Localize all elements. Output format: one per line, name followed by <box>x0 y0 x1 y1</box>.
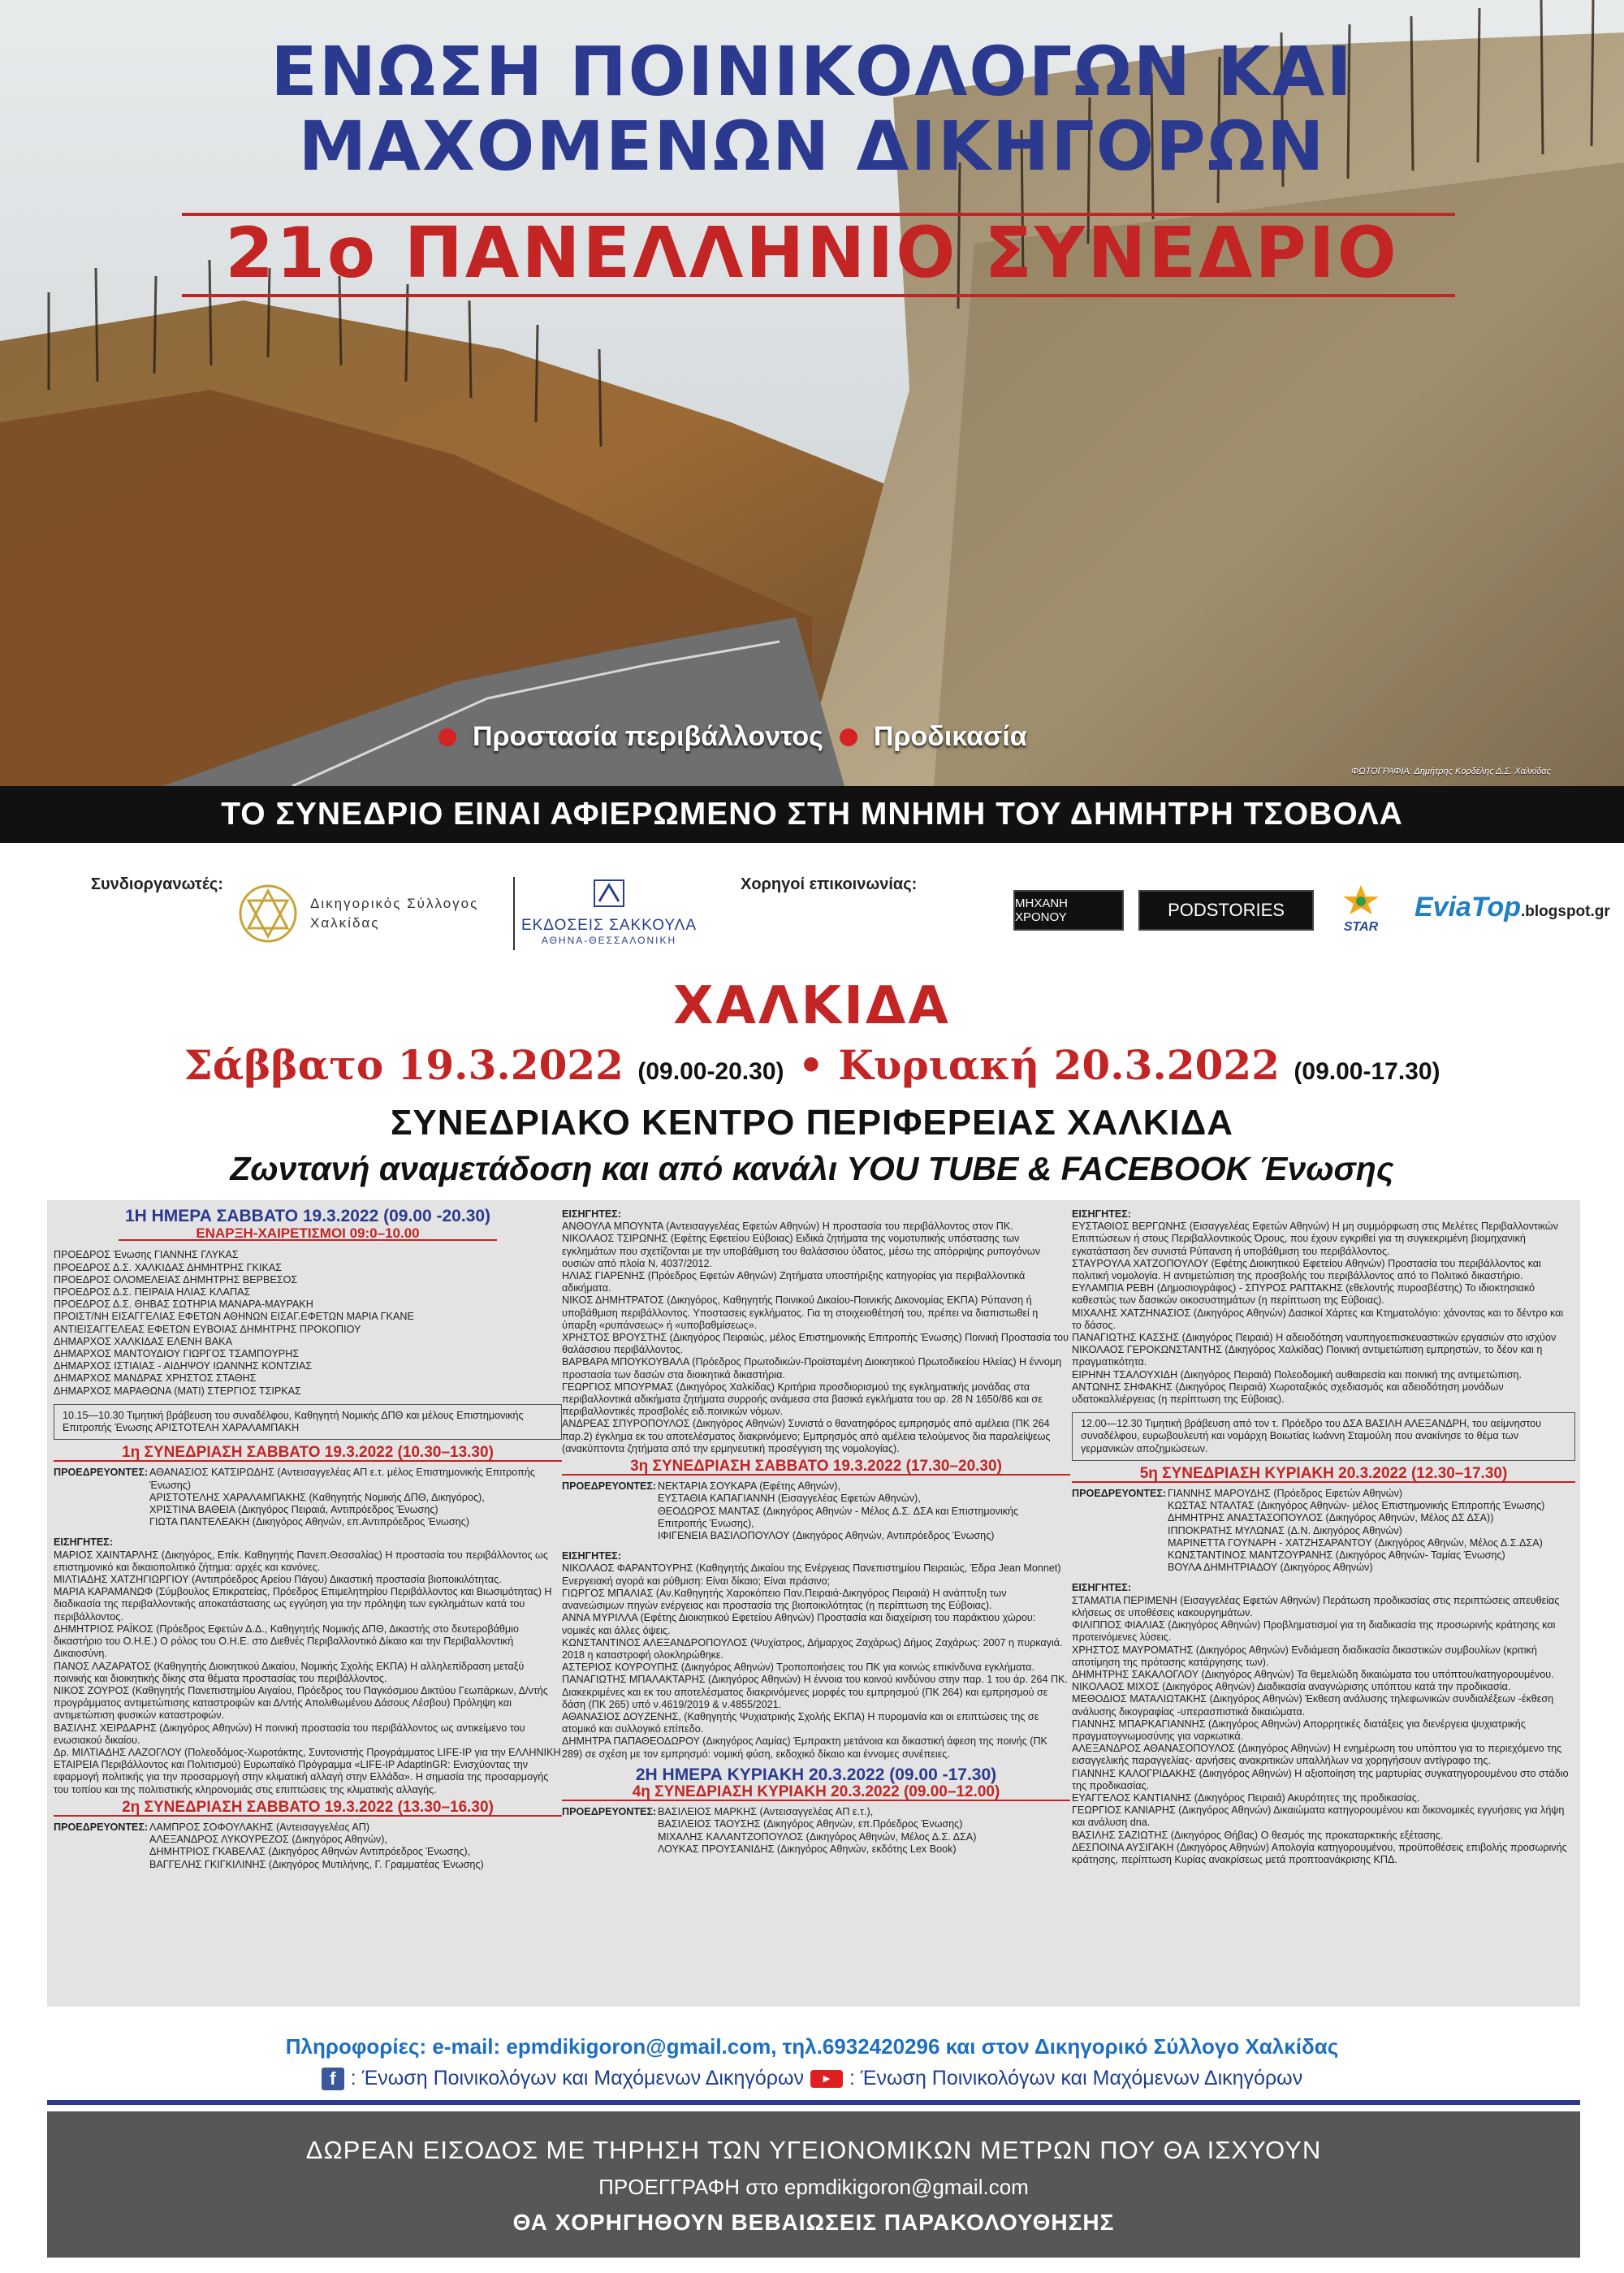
list-item: ΙΠΠΟΚΡΑΤΗΣ ΜΥΛΩΝΑΣ (Δ.Ν. Δικηγόρος Αθηνών) <box>1168 1524 1402 1536</box>
bar-association-logo <box>237 877 513 950</box>
list-item: ΠΡΟΕΔΡΟΣ Δ.Σ. ΧΑΛΚΙΔΑΣ ΔΗΜΗΤΡΗΣ ΓΚΙΚΑΣ <box>54 1261 283 1273</box>
award-box-2: 12.00—12.30 Τιμητική βράβευση από τον τ. Πρόεδρο του ΔΣΑ ΒΑΣΙΛΗ ΑΛΕΞΑΝΔΡΗ, του αείμνηστου συναδέλφου, ευρωβουλευτή και νομάρχη Βοιωτίας Ιωάννη Σταμούλη που ανακίνησε το θέμα των γερμανικών αποζημιώσεων. <box>1072 1412 1575 1461</box>
list-item: ΒΟΥΛΑ ΔΗΜΗΤΡΙΑΔΟΥ (Δικηγόρος Αθηνών) <box>1168 1562 1373 1574</box>
list-item: ΛΟΥΚΑΣ ΠΡΟΥΣΑΝΙΔΗΣ (Δικηγόρος Αθηνών, εκδότης Lex Book) <box>658 1843 957 1855</box>
list-item: ΑΝΤΩΝΗΣ ΣΗΦΑΚΗΣ (Δικηγόρος Πειραιά) Χωροταξικός σχεδιασμός και αδειοδότηση μονάδων υδατοκαλλιέργειας (η περίπτωση της Εύβοιας). <box>1072 1381 1504 1406</box>
sakkoulas-subtitle: ΑΘΗΝΑ-ΘΕΣΣΑΛΟΝΙΚΗ <box>541 935 677 946</box>
bar-association-emblem-icon <box>237 883 299 944</box>
list-item: ΓΙΑΝΝΗΣ ΚΑΛΟΓΡΙΔΑΚΗΣ (Δικηγόρος Αθηνών) Η αξιοποίηση της μαρτυρίας συγκατηγορουμένου στο στάδιο της προδικασίας. <box>1072 1767 1569 1791</box>
list-item: ΕΙΡΗΝΗ ΤΣΑΛΟΥΧΙΔΗ (Δικηγόρος Πειραιά) Πολεοδομική αυθαιρεσία και ποινική της αντιμετώπιση. <box>1072 1368 1522 1381</box>
list-item: ΠΡΟΕΔΡΟΣ Δ.Σ. ΘΗΒΑΣ ΣΩΤΗΡΙΑ ΜΑΝΑΡΑ-ΜΑΥΡΑΚΗ <box>54 1299 313 1311</box>
list-item: ΧΡΗΣΤΟΣ ΜΑΥΡΟΜΑΤΗΣ (Δικηγόρος Αθηνών) Ενδιάμεση διαδικασία δικαστικών συμβουλίων (κριτική αποτίμηση της πρότασης κατάργησης των). <box>1072 1644 1537 1668</box>
day1-date: Σάββατο 19.3.2022 <box>184 1041 624 1089</box>
list-item: ΣΤΑΜΑΤΙΑ ΠΕΡΙΜΕΝΗ (Εισαγγελέας Εφετών Αθηνών) Περάτωση προδικασίας στις περιπτώσεις απευθείας κλήσεως σε υποθέσεις κακουργημάτων. <box>1072 1594 1560 1618</box>
list-item: ΠΡΟΕΔΡΟΣ Δ.Σ. ΠΕΙΡΑΙΑ ΗΛΙΑΣ ΚΛΑΠΑΣ <box>54 1286 251 1299</box>
media-mixani-xronou: ΜΗΧΑΝΗ ΧΡΟΝΟΥ <box>1013 890 1124 931</box>
session5-presiding <box>1072 1488 1575 1574</box>
list-item: Δρ. ΜΙΛΤΙΑΔΗΣ ΛΑΖΟΓΛΟΥ (Πολεοδόμος-Χωροτάκτης, Συντονιστής Προγράμματος LIFE-IP για την ΕΛΛΗΝΙΚΗ ΕΤΑΙΡΕΙΑ Περιβάλλοντος και Πολιτισμού) Ευρωπαϊκό Πρόγραμμα «LIFE-IP AdaptInGR: Ενισχύοντας την εφαρμογή πολιτικής για την προσαρμογή στην κλιματική αλλαγή στην Ελλάδα». Η σημασία της προσαρμογής του τοπίου και της πολιτιστικής κληρονομιάς στις επιπτώσεις της κλιματικής αλλαγής. <box>54 1746 561 1795</box>
organization-title-line1: ΕΝΩΣΗ ΠΟΙΝΙΚΟΛΟΓΩΝ ΚΑΙ <box>270 32 1354 111</box>
speakers-label: ΕΙΣΗΓΗΤΕΣ: <box>54 1536 114 1549</box>
topic-pretrial: Προδικασία <box>873 721 1027 752</box>
session5-heading: 5η ΣΥΝΕΔΡΙΑΣΗ ΚΥΡΙΑΚΗ 20.3.2022 (12.30–17.30) <box>1072 1467 1575 1483</box>
session3-presiding <box>562 1480 1070 1542</box>
list-item: ΦΙΛΙΠΠΟΣ ΦΙΑΛΙΑΣ (Δικηγόρος Αθηνών) Προβληματισμοί για τη διαδικασία της προσωρινής κράτησης και προτεινόμενες λύσεις. <box>1072 1619 1556 1644</box>
list-item: ΝΙΚΟΛΑΟΣ ΓΕΡΟΚΩΝΣΤΑΝΤΗΣ (Δικηγόρος Χαλκίδας) Ποινική αντιμετώπιση εμπρηστών, το δέον και η πραγματικότητα. <box>1072 1344 1543 1368</box>
list-item: ΠΑΝΑΓΙΩΤΗΣ ΜΠΑΛΑΚΤΑΡΗΣ (Δικηγόρος Αθηνών) Η έννοια του κοινού κινδύνου στην παρ. 1 του άρ. 264 ΠΚ. Διακεκριμένες και εκ του αποτελέσματος διακρινόμενες μορφές του εμπρησμού (ΠΚ 264) και εμπρησμού σε δάση (ΠΚ 265) υπό ν.4619/2019 & ν.4855/2021. <box>562 1674 1068 1710</box>
list-item: ΑΝΝΑ ΜΥΡΙΛΛΑ (Εφέτης Διοικητικού Εφετείου Αθηνών) Προστασία και διαχείριση του παράκτιου χώρου: νομικές και άλλες όψεις. <box>562 1612 1036 1636</box>
list-item: ΒΑΓΓΕΛΗΣ ΓΚΙΓΚΙΛΙΝΗΣ (Δικηγόρος Μυτιλήνης, Γ. Γραμματέας Ένωσης) <box>149 1858 484 1870</box>
list-item: ΔΗΜΑΡΧΟΣ ΙΣΤΙΑΙΑΣ - ΑΙΔΗΨΟΥ ΙΩΑΝΝΗΣ ΚΟΝΤΖΙΑΣ <box>54 1360 313 1372</box>
list-item: ΒΑΣΙΛΗΣ ΣΑΖΙΩΤΗΣ (Δικηγόρος Θήβας) Ο θεσμός της προκαταρκτικής εξέτασης. <box>1072 1829 1444 1841</box>
list-item: ΕΥΣΤΑΘΙΑ ΚΑΠΑΓΙΑΝΝΗ (Εισαγγελέας Εφετών Αθηνών), <box>658 1493 921 1505</box>
event-dates <box>0 1041 1624 1089</box>
list-item: ΑΝΔΡΕΑΣ ΣΠΥΡΟΠΟΥΛΟΣ (Δικηγόρος Αθηνών) Συνιστά ο θανατηφόρος εμπρησμός από αμέλεια (ΠΚ 264 παρ.2) έγκλημα εκ του αποτελέσματος διακρινόμενο; Εμπρησμός από αμέλεια τελούμενος δια παραλείψεως (ανακύπτοντα ζητήματα από την ερμηνευτική προσέγγιση της νομολογίας). <box>562 1418 1051 1454</box>
list-item: ΘΕΟΔΩΡΟΣ ΜΑΝΤΑΣ (Δικηγόρος Αθηνών - Μέλος Δ.Σ. ΔΣΑ και Επιστημονικής Επιτροπής Ένωσης), <box>658 1505 1019 1529</box>
opening-heading: ΕΝΑΡΞΗ-ΧΑΙΡΕΤΙΣΜΟΙ 09:0–10.00 <box>119 1227 497 1241</box>
program-column-2 <box>562 1207 1070 1864</box>
program-column-1 <box>54 1207 562 1879</box>
session4-heading: 4η ΣΥΝΕΔΡΙΑΣΗ ΚΥΡΙΑΚΗ 20.3.2022 (09.00–12.00) <box>562 1786 1070 1801</box>
list-item: ΛΑΜΠΡΟΣ ΣΟΦΟΥΛΑΚΗΣ (Αντεισαγγελέας ΑΠ) <box>149 1821 370 1833</box>
list-item: ΔΗΜΑΡΧΟΣ ΧΑΛΚΙΔΑΣ ΕΛΕΝΗ ΒΑΚΑ <box>54 1335 232 1347</box>
list-item: ΑΝΤΙΕΙΣΑΓΓΕΛΕΑΣ ΕΦΕΤΩΝ ΕΥΒΟΙΑΣ ΔΗΜΗΤΡΗΣ ΠΡΟΚΟΠΙΟΥ <box>54 1323 361 1335</box>
sponsor-divider <box>513 877 515 950</box>
list-item: ΔΗΜΗΤΡΙΟΣ ΡΑΪΚΟΣ (Πρόεδρος Εφετών Δ.Δ., Καθηγητής Νομικής ΔΠΘ, Δικαστής στο δευτεροβάθμιο δικαστήριο του Ο.Η.Ε.) Ο ρόλος του Ο.Η.Ε. στο Διεθνές Περιβαλλοντικό Δίκαιο και την Περιβαλλοντική Δικαιοσύνη. <box>54 1623 519 1660</box>
list-item: ΚΩΣΤΑΣ ΝΤΑΛΤΑΣ (Δικηγόρος Αθηνών- μέλος Επιστημονικής Επιτροπής Ένωσης) <box>1168 1500 1545 1512</box>
list-item: ΣΤΑΥΡΟΥΛΑ ΧΑΤΖΟΠΟΥΛΟΥ (Εφέτης Διοικητικού Εφετείου Αθηνών) Προστασία του περιβάλλοντος και πολιτική νομολογία. Η αντιμετώπιση της προσβολής του περιβάλλοντος από το Πολιτικό δικαστήριο. <box>1072 1257 1541 1282</box>
list-item: ΓΙΑΝΝΗΣ ΜΑΡΟΥΔΗΣ (Πρόεδρος Εφετών Αθηνών) <box>1168 1488 1403 1500</box>
session5-speakers <box>1072 1595 1575 1866</box>
speakers-label: ΕΙΣΗΓΗΤΕΣ: <box>1072 1582 1132 1594</box>
topic-environment: Προστασία περιβάλλοντος <box>473 721 823 752</box>
list-item: ΓΙΩΡΓΟΣ ΜΠΑΛΙΑΣ (Αν.Καθηγητής Χαροκόπειο Παν.Πειραιά-Δικηγόρος Πειραιά) Η ανάπτυξη των ανανεώσιμων πηγών ενέργειας και προστασία της βιοποικιλότητας (η περίπτωση της Εύβοιας). <box>562 1587 1007 1612</box>
list-item: ΓΕΩΡΓΙΟΣ ΜΠΟΥΡΜΑΣ (Δικηγόρος Χαλκίδας) Κριτήρια προσδιορισμού της εγκληματικής μονάδας στα περιβαλλοντικά αδικήματα ζητήματα συρροής ανάμεσα στα βασικά εγκλήματα του αρ. 28 Ν 1650/86 και σε περιβαλλοντικές προσβολές ειδ.ποινικών νόμων. <box>562 1381 1043 1418</box>
list-item: ΜΕΘΟΔΙΟΣ ΜΑΤΑΛΙΩΤΑΚΗΣ (Δικηγόρος Αθηνών) Έκθεση ανάλυσης τηλεφωνικών συνδιαλέξεων -έκθεση ανάλυσης δικογραφίας -υπερασπιστικά δικαιώματα. <box>1072 1693 1554 1718</box>
eviatop-name: EviaTop <box>1415 892 1521 923</box>
list-item: ΝΙΚΟΛΑΟΣ ΦΑΡΑΝΤΟΥΡΗΣ (Καθηγητής Δικαίου της Ενέργειας Πανεπιστημίου Πειραιώς, Έδρα Jean Monnet) Ενεργειακή αγορά και ρύθμιση: Είναι δίκαιο; Είναι πράσινο; <box>562 1562 1061 1587</box>
topic-tags <box>438 721 1027 753</box>
list-item: ΔΗΜΗΤΡΗΣ ΣΑΚΑΛΟΓΛΟΥ (Δικηγόρος Αθηνών) Τα θεμελιώδη δικαιώματα του υπόπτου/κατηγορουμένου. <box>1072 1668 1554 1680</box>
youtube-channel-name[interactable]: : Ένωση Ποινικολόγων και Μαχόμενων Δικηγόρων <box>849 2067 1303 2089</box>
list-item: ΔΗΜΑΡΧΟΣ ΜΑΡΑΘΩΝΑ (ΜΑΤΙ) ΣΤΕΡΓΙΟΣ ΤΣΙΡΚΑΣ <box>54 1385 301 1397</box>
eviatop-domain: .blogspot.gr <box>1521 903 1610 920</box>
list-item: ΑΛΕΞΑΝΔΡΟΣ ΑΘΑΝΑΣΟΠΟΥΛΟΣ (Δικηγόρος Αθηνών) Η ενημέρωση του υπόπτου για το περιεχόμενο της εισαγγελικής παραγγελίας- αρνήσεις ανακριτικών υπαλλήλων να χορηγήσουν αντίγραφο της. <box>1072 1743 1562 1767</box>
presiding-label: ΠΡΟΕΔΡΕΥΟΝΤΕΣ: <box>54 1821 149 1833</box>
day1-heading: 1Η ΗΜΕΡΑ ΣΑΒΒΑΤΟ 19.3.2022 (09.00 -20.30) <box>124 1207 491 1225</box>
day2-heading: 2Η ΗΜΕΡΑ ΚΥΡΙΑΚΗ 20.3.2022 (09.00 -17.30) <box>635 1765 997 1784</box>
sakkoulas-emblem-icon <box>593 879 625 908</box>
list-item: ΒΑΣΙΛΗΣ ΧΕΙΡΔΑΡΗΣ (Δικηγόρος Αθηνών) Η ποινική προστασία του περιβάλλοντος ως αντικείμενο του ενωσιακού δικαίου. <box>54 1722 525 1746</box>
list-item: ΕΥΣΤΑΘΙΟΣ ΒΕΡΓΩΝΗΣ (Εισαγγελέας Εφετών Αθηνών) Η μη συμμόρφωση στις Μελέτες Περιβαλλοντικών Επιπτώσεων ή στους Περιβαλλοντικούς Όρους, που έχουν εγκριθεί για τη συγκεκριμένη βιομηχανική εγκατάσταση δεν συνιστά Ρύπανση ή υποβάθμιση του περιβάλλοντος. <box>1072 1221 1558 1257</box>
list-item: ΜΙΧΑΛΗΣ ΧΑΤΖΗΝΑΣΙΟΣ (Δικηγόρος Αθηνών) Δασικοί Χάρτες και Κτηματολόγιο: χάνοντας και το δέντρο και το δάσος. <box>1072 1307 1564 1331</box>
media-eviatop <box>1415 892 1610 923</box>
media-star <box>1328 884 1393 940</box>
list-item: ΚΩΝΣΤΑΝΤΙΝΟΣ ΑΛΕΞΑΝΔΡΟΠΟΥΛΟΣ (Ψυχίατρος, Δήμαρχος Ζαχάρως) Δήμος Ζαχάρως: 2007 η πυρκαγιά. 2018 η καταστροφή ολοκληρώθηκε. <box>562 1636 1063 1661</box>
speakers-label: ΕΙΣΗΓΗΤΕΣ: <box>562 1550 622 1562</box>
list-item: ΔΗΜΑΡΧΟΣ ΜΑΝΤΟΥΔΙΟΥ ΓΙΩΡΓΟΣ ΤΣΑΜΠΟΥΡΗΣ <box>54 1348 300 1360</box>
presiding-label: ΠΡΟΕΔΡΕΥΟΝΤΕΣ: <box>562 1806 657 1818</box>
list-item: ΑΘΑΝΑΣΙΟΣ ΔΟΥΖΕΝΗΣ, (Καθηγητής Ψυχιατρικής Σχολής ΕΚΠΑ) Η πυρομανία και οι επιπτώσεις της σε ατομικό και συλλογικό επίπεδο. <box>562 1710 1039 1735</box>
program-column-3 <box>1072 1207 1575 1866</box>
session4-speakers <box>1072 1221 1575 1406</box>
list-item: ΠΑΝΟΣ ΛΑΖΑΡΑΤΟΣ (Καθηγητής Διοικητικού Δικαίου, Νομικής Σχολής ΕΚΠΑ) Η αλληλεπίδραση μεταξύ ποινικής και διοικητικής δίκης στα θέματα προστασίας του περιβάλλοντος. <box>54 1660 525 1684</box>
photo-credit: ΦΩΤΟΓΡΑΦΙΑ: Δημήτρης Κορδέλης Δ.Σ. Χαλκίδας <box>1351 767 1551 776</box>
list-item: ΔΗΜΗΤΡΙΟΣ ΓΚΑΒΕΛΑΣ (Δικηγόρος Αθηνών Αντιπρόεδρος Ένωσης), <box>149 1846 471 1858</box>
session4-presiding <box>562 1806 1070 1856</box>
free-entry-notice: ΔΩΡΕΑΝ ΕΙΣΟΔΟΣ ΜΕ ΤΗΡΗΣΗ ΤΩΝ ΥΓΕΙΟΝΟΜΙΚΩΝ ΜΕΤΡΩΝ ΠΟΥ ΘΑ ΙΣΧΥΟΥΝ <box>305 2136 1322 2164</box>
list-item: ΑΝΘΟΥΛΑ ΜΠΟΥΝΤΑ (Αντεισαγγελέας Εφετών Αθηνών) Η προστασία του περιβάλλοντος στον ΠΚ. <box>562 1221 1013 1233</box>
list-item: ΜΑΡΙΑ ΚΑΡΑΜΑΝΩΦ (Σύμβουλος Επικρατείας, Πρόεδρος Επιμελητηρίου Περιβάλλοντος και Βιωσιμότητας) Η διαδικασία της περιβαλλοντικής αποκατάστασης ως εγγύηση για την πρόληψη των εγκλημάτων κατά του περιβάλλοντος. <box>54 1586 552 1623</box>
list-item: ΑΡΙΣΤΟΤΕΛΗΣ ΧΑΡΑΛΑΜΠΑΚΗΣ (Καθηγητής Νομικής ΔΠΘ, Δικηγόρος), <box>149 1491 485 1503</box>
session2-heading: 2η ΣΥΝΕΔΡΙΑΣΗ ΣΑΒΒΑΤΟ 19.3.2022 (13.30–16.30) <box>54 1801 562 1817</box>
bar-association-line1: Δικηγορικός Σύλλογος <box>310 896 479 911</box>
bar-association-line2: Χαλκίδας <box>310 915 380 931</box>
sponsors-strip <box>0 861 1624 966</box>
session2-speakers <box>562 1221 1070 1455</box>
session2-presiding <box>54 1821 562 1871</box>
star-logo-icon <box>1337 884 1385 916</box>
organization-title-line2: ΜΑΧΟΜΕΝΩΝ ΔΙΚΗΓΟΡΩΝ <box>298 106 1326 186</box>
session3-speakers <box>562 1562 1070 1760</box>
speakers-label: ΕΙΣΗΓΗΤΕΣ: <box>562 1208 622 1220</box>
list-item: ΕΥΛΑΜΠΙΑ ΡΕΒΗ (Δημοσιογράφος) - ΣΠΥΡΟΣ ΡΑΠΤΑΚΗΣ (εθελοντής πυροσβέστης) Το ιδιοκτησιακό καθεστώς των δασικών οικοσυστημάτων (η περίπτωση της Εύβοιας). <box>1072 1282 1535 1307</box>
list-item: ΜΙΧΑΛΗΣ ΚΑΛΑΝΤΖΟΠΟΥΛΟΣ (Δικηγόρος Αθηνών, Μέλος Δ.Σ. ΔΣΑ) <box>658 1830 977 1843</box>
day2-date: Κυριακή 20.3.2022 <box>838 1041 1280 1089</box>
list-item: ΜΙΛΤΙΑΔΗΣ ΧΑΤΖΗΓΙΩΡΓΙΟΥ (Αντιπρόεδρος Αρείου Πάγου) Δικαστική προστασία βιοποικιλότητας. <box>54 1574 502 1586</box>
title-divider-bottom <box>182 294 1455 297</box>
event-venue: ΣΥΝΕΔΡΙΑΚΟ ΚΕΝΤΡΟ ΠΕΡΙΦΕΡΕΙΑΣ ΧΑΛΚΙΔΑ <box>391 1103 1233 1143</box>
dedication-bar: ΤΟ ΣΥΝΕΔΡΙΟ ΕΙΝΑΙ ΑΦΙΕΡΩΜΕΝΟ ΣΤΗ ΜΝΗΜΗ ΤΟΥ ΔΗΜΗΤΡΗ ΤΣΟΒΟΛΑ <box>0 786 1624 843</box>
footer-panel <box>47 2111 1580 2258</box>
list-item: ΑΛΕΞΑΝΔΡΟΣ ΛΥΚΟΥΡΕΖΟΣ (Δικηγόρος Αθηνών), <box>149 1834 387 1846</box>
list-item: ΒΑΡΒΑΡΑ ΜΠΟΥΚΟΥΒΑΛΑ (Πρόεδρος Πρωτοδικών-Προϊσταμένη Διοικητικού Πρωτοδικείου Ηλείας) Η έννομη προστασία των δασών στα διοικητικά δικαστήρια. <box>562 1356 1062 1381</box>
footer-divider <box>47 2100 1580 2105</box>
list-item: ΒΑΣΙΛΕΙΟΣ ΜΑΡΚΗΣ (Αντεισαγγελέας ΑΠ ε.τ.), <box>658 1806 874 1818</box>
list-item: ΚΩΝΣΤΑΝΤΙΝΟΣ ΜΑΝΤΖΟΥΡΑΝΗΣ (Δικηγόρος Αθηνών- Ταμίας Ένωσης) <box>1168 1549 1505 1562</box>
event-city: ΧΑΛΚΙΔΑ <box>673 976 951 1036</box>
facebook-page-name[interactable]: : Ένωση Ποινικολόγων και Μαχόμενων Δικηγόρων <box>350 2067 804 2089</box>
day2-hours: (09.00-17.30) <box>1294 1058 1440 1085</box>
live-stream-note: Ζωντανή αναμετάδοση και από κανάλι YOU TUBE & FACEBOOK Ένωσης <box>230 1150 1394 1187</box>
date-separator: • <box>797 1041 824 1089</box>
list-item: ΕΥΑΓΓΕΛΟΣ ΚΑΝΤΙΑΝΗΣ (Δικηγόρος Πειραιά) Ακυρότητες της προδικασίας. <box>1072 1791 1420 1804</box>
presiding-label: ΠΡΟΕΔΡΕΥΟΝΤΕΣ: <box>1072 1488 1167 1500</box>
star-name: STAR <box>1343 920 1379 934</box>
list-item: ΙΦΙΓΕΝΕΙΑ ΒΑΣΙΛΟΠΟΥΛΟΥ (Δικηγόρος Αθηνών, Αντιπρόεδρος Ένωσης) <box>658 1530 995 1542</box>
list-item: ΠΡΟΙΣΤ/ΝΗ ΕΙΣΑΓΓΕΛΙΑΣ ΕΦΕΤΩΝ ΑΘΗΝΩΝ ΕΙΣΑΓ.ΕΦΕΤΩΝ ΜΑΡΙΑ ΓΚΑΝΕ <box>54 1311 414 1323</box>
list-item: ΧΡΙΣΤΙΝΑ ΒΑΘΕΙΑ (Δικηγόρος Πειραιά, Αντιπρόεδρος Ένωσης) <box>149 1504 438 1516</box>
list-item: ΠΑΝΑΓΙΩΤΗΣ ΚΑΣΣΗΣ (Δικηγόρος Πειραιά) Η αδειοδότηση ναυπηγοεπισκευαστικών εργασιών στο ισχύον <box>1072 1332 1557 1344</box>
social-links <box>0 2067 1624 2090</box>
list-item: ΒΑΣΙΛΕΙΟΣ ΤΑΟΥΣΗΣ (Δικηγόρος Αθηνών, επ.Πρόεδρος Ένωσης) <box>658 1818 963 1830</box>
media-sponsors-label: Χορηγοί επικοινωνίας: <box>741 875 918 893</box>
session1-speakers <box>54 1549 562 1796</box>
list-item: ΠΡΟΕΔΡΟΣ Ένωσης ΓΙΑΝΝΗΣ ΓΛΥΚΑΣ <box>54 1249 239 1261</box>
sakkoulas-logo <box>520 879 698 952</box>
day1-hours: (09.00-20.30) <box>637 1058 784 1085</box>
list-item: ΔΗΜΑΡΧΟΣ ΜΑΝΔΡΑΣ ΧΡΗΣΤΟΣ ΣΤΑΘΗΣ <box>54 1372 257 1385</box>
list-item: ΝΙΚΟΛΑΟΣ ΜΙΧΟΣ (Δικηγόρος Αθηνών) Διαδικασία αναγνώρισης υπόπτου κατά την προδικασία. <box>1072 1681 1511 1693</box>
program-panel <box>47 1200 1580 2007</box>
list-item: ΝΙΚΟΛΑΟΣ ΤΣΙΡΩΝΗΣ (Εφέτης Εφετείου Εύβοιας) Ειδικά ζητήματα της νομοτυπικής υπόστασης των εγκλημάτων που σχετίζονται με την υποβάθμιση του θαλάσσιου ύδατος, μέσω της απόρριψης ρυπογόνων ουσιών από πλοία Ν. 4037/2012. <box>562 1233 1041 1269</box>
youtube-icon[interactable]: ▶ <box>810 2070 843 2088</box>
certificates-notice: ΘΑ ΧΟΡΗΓΗΘΟΥΝ ΒΕΒΑΙΩΣΕΙΣ ΠΑΡΑΚΟΛΟΥΘΗΣΗΣ <box>512 2210 1115 2235</box>
hero-banner <box>0 0 1624 786</box>
list-item: ΓΙΩΤΑ ΠΑΝΤΕΛΕΑΚΗ (Δικηγόρος Αθηνών, επ.Αντιπρόεδρος Ένωσης) <box>149 1516 469 1528</box>
speakers-label: ΕΙΣΗΓΗΤΕΣ: <box>1072 1208 1132 1220</box>
list-item: ΔΕΣΠΟΙΝΑ ΑΥΣΙΓΑΚΗ (Δικηγόρος Αθηνών) Απολογία κατηγορουμένου, προϋποθέσεις επιβολής προσωρινής κράτησης, περίπτωση Κυρίας ανακρίσεως μετά προπτοανάκρισης ΚΠΔ. <box>1072 1841 1567 1865</box>
list-item: ΔΗΜΗΤΡΗΣ ΑΝΑΣΤΑΣΟΠΟΥΛΟΣ (Δικηγόρος Αθηνών, Μέλος ΔΣ ΔΣΑ)) <box>1168 1512 1494 1524</box>
session1-heading: 1η ΣΥΝΕΔΡΙΑΣΗ ΣΑΒΒΑΤΟ 19.3.2022 (10.30–13.30) <box>54 1446 562 1462</box>
award-box-1: 10.15—10.30 Τιμητική βράβευση του συναδέλφου, Καθηγητή Νομικής ΔΠΘ και μέλους Επιστημονικής Επιτροπής Ένωσης ΑΡΙΣΤΟΤΕΛΗ ΧΑΡΑΛΑΜΠΑΚΗ <box>54 1404 562 1440</box>
list-item: ΓΙΑΝΝΗΣ ΜΠΑΡΚΑΓΙΑΝΝΗΣ (Δικηγόρος Αθηνών) Απορρητικές διατάξεις για διενέργεια ψυχιατρικής πραγματογνωμοσύνης για ναρκωτικά. <box>1072 1718 1526 1742</box>
list-item: ΓΕΩΡΓΙΟΣ ΚΑΝΙΑΡΗΣ (Δικηγόρος Αθηνών) Δικαιώματα κατηγορουμένου και δικονομικές εγγυήσεις για λήψη και ανάλυση dna. <box>1072 1804 1565 1829</box>
list-item: ΝΕΚΤΑΡΙΑ ΣΟΥΚΑΡΑ (Εφέτης Αθηνών), <box>658 1480 840 1493</box>
greetings-list <box>54 1249 562 1397</box>
list-item: ΠΡΟΕΔΡΟΣ ΟΛΟΜΕΛΕΙΑΣ ΔΗΜΗΤΡΗΣ ΒΕΡΒΕΣΟΣ <box>54 1273 298 1286</box>
list-item: ΑΘΑΝΑΣΙΟΣ ΚΑΤΣΙΡΩΔΗΣ (Αντεισαγγελέας ΑΠ ε.τ. μέλος Επιστημονικής Επιτροπής Ένωσης) <box>149 1467 535 1491</box>
list-item: ΧΡΗΣΤΟΣ ΒΡΟΥΣΤΗΣ (Δικηγόρος Πειραιώς, μέλος Επιστημονικής Επιτροπής Ένωσης) Ποινική Προστασία του θαλάσσιου περιβάλλοντος. <box>562 1332 1069 1356</box>
contact-info: Πληροφορίες: e-mail: epmdikigoron@gmail.com, τηλ.6932420296 και στον Δικηγορικό Σύλλογο Χαλκίδας <box>285 2034 1339 2059</box>
list-item: ΗΛΙΑΣ ΓΙΑΡΕΝΗΣ (Πρόεδρος Εφετών Αθηνών) Ζητήματα υποστήριξης κατηγορίας για περιβαλλοντικά αδικήματα. <box>562 1270 1026 1294</box>
presiding-label: ΠΡΟΕΔΡΕΥΟΝΤΕΣ: <box>562 1480 657 1493</box>
coorganizers-label: Συνδιοργανωτές: <box>91 875 223 893</box>
list-item: ΜΑΡΙΝΕΤΤΑ ΓΟΥΝΑΡΗ - ΧΑΤΖΗΣΑΡΑΝΤΟΥ (Δικηγόρος Αθηνών, Μέλος Δ.Σ.ΔΣΑ) <box>1168 1536 1543 1549</box>
bullet-icon <box>438 728 456 746</box>
list-item: ΜΑΡΙΟΣ ΧΑΙΝΤΑΡΛΗΣ (Δικηγόρος, Επίκ. Καθηγητής Πανεπ.Θεσσαλίας) Η προστασία του περιβάλλοντος ως επιστημονικό και δικαιοπολιτικό ζήτημα: αρχές και κανόνες. <box>54 1549 548 1573</box>
sakkoulas-name: ΕΚΔΟΣΕΙΣ ΣΑΚΚΟΥΛΑ <box>520 917 698 934</box>
bullet-icon <box>840 728 857 746</box>
list-item: ΝΙΚΟΣ ΖΟΥΡΟΣ (Καθηγητής Πανεπιστημίου Αιγαίου, Πρόεδρος του Παγκόσμιου Δικτύου Γεωπάρκων, Δ/ντής προγράμματος αντιμετώπισης καταστροφών και Δ/ντής Απολιθωμένου Δάσους Λέσβου) Πρόληψη και αντιμετώπιση φυσικών καταστροφών. <box>54 1684 548 1722</box>
session3-heading: 3η ΣΥΝΕΔΡΙΑΣΗ ΣΑΒΒΑΤΟ 19.3.2022 (17.30–20.30) <box>562 1460 1070 1476</box>
list-item: ΑΣΤΕΡΙΟΣ ΚΟΥΡΟΥΠΗΣ (Δικηγόρος Αθηνών) Τροποποιήσεις του ΠΚ για κοινώς επικίνδυνα εγκλήματα. <box>562 1662 1034 1674</box>
session1-presiding <box>54 1467 562 1528</box>
congress-title: 21ο ΠΑΝΕΛΛΗΝΙΟ ΣΥΝΕΔΡΙΟ <box>225 213 1399 294</box>
list-item: ΔΗΜΗΤΡΑ ΠΑΠΑΘΕΟΔΩΡΟΥ (Δικηγόρος Λαμίας) Έμπρακτη μετάνοια και δικαστική άφεση της ποινής (ΠΚ 289) σε σχέση με τον εμπρησμό: νομική φύση, εκδοχικό δίκαιο και έννομες συνέπειες. <box>562 1735 1047 1760</box>
list-item: ΝΙΚΟΣ ΔΗΜΗΤΡΑΤΟΣ (Δικηγόρος, Καθηγητής Ποινικού Δικαίου-Ποινικής Δικονομίας ΕΚΠΑ) Ρύπανση ή υποβάθμιση περιβάλλοντος. Υποστασεις εγκλήματος. Για τη στοιχειοθέτησή του, πρέπει να διαπιστωθεί η ύπαρξη «ρυπάνσεως» ή «υποβαθμίσεως». <box>562 1294 1039 1331</box>
registration-notice: ΠΡΟΕΓΓΡΑΦΗ στο epmdikigoron@gmail.com <box>598 2175 1029 2199</box>
presiding-label: ΠΡΟΕΔΡΕΥΟΝΤΕΣ: <box>54 1467 149 1479</box>
media-podstories: PODSTORIES <box>1138 890 1314 931</box>
facebook-icon[interactable]: f <box>322 2068 344 2090</box>
